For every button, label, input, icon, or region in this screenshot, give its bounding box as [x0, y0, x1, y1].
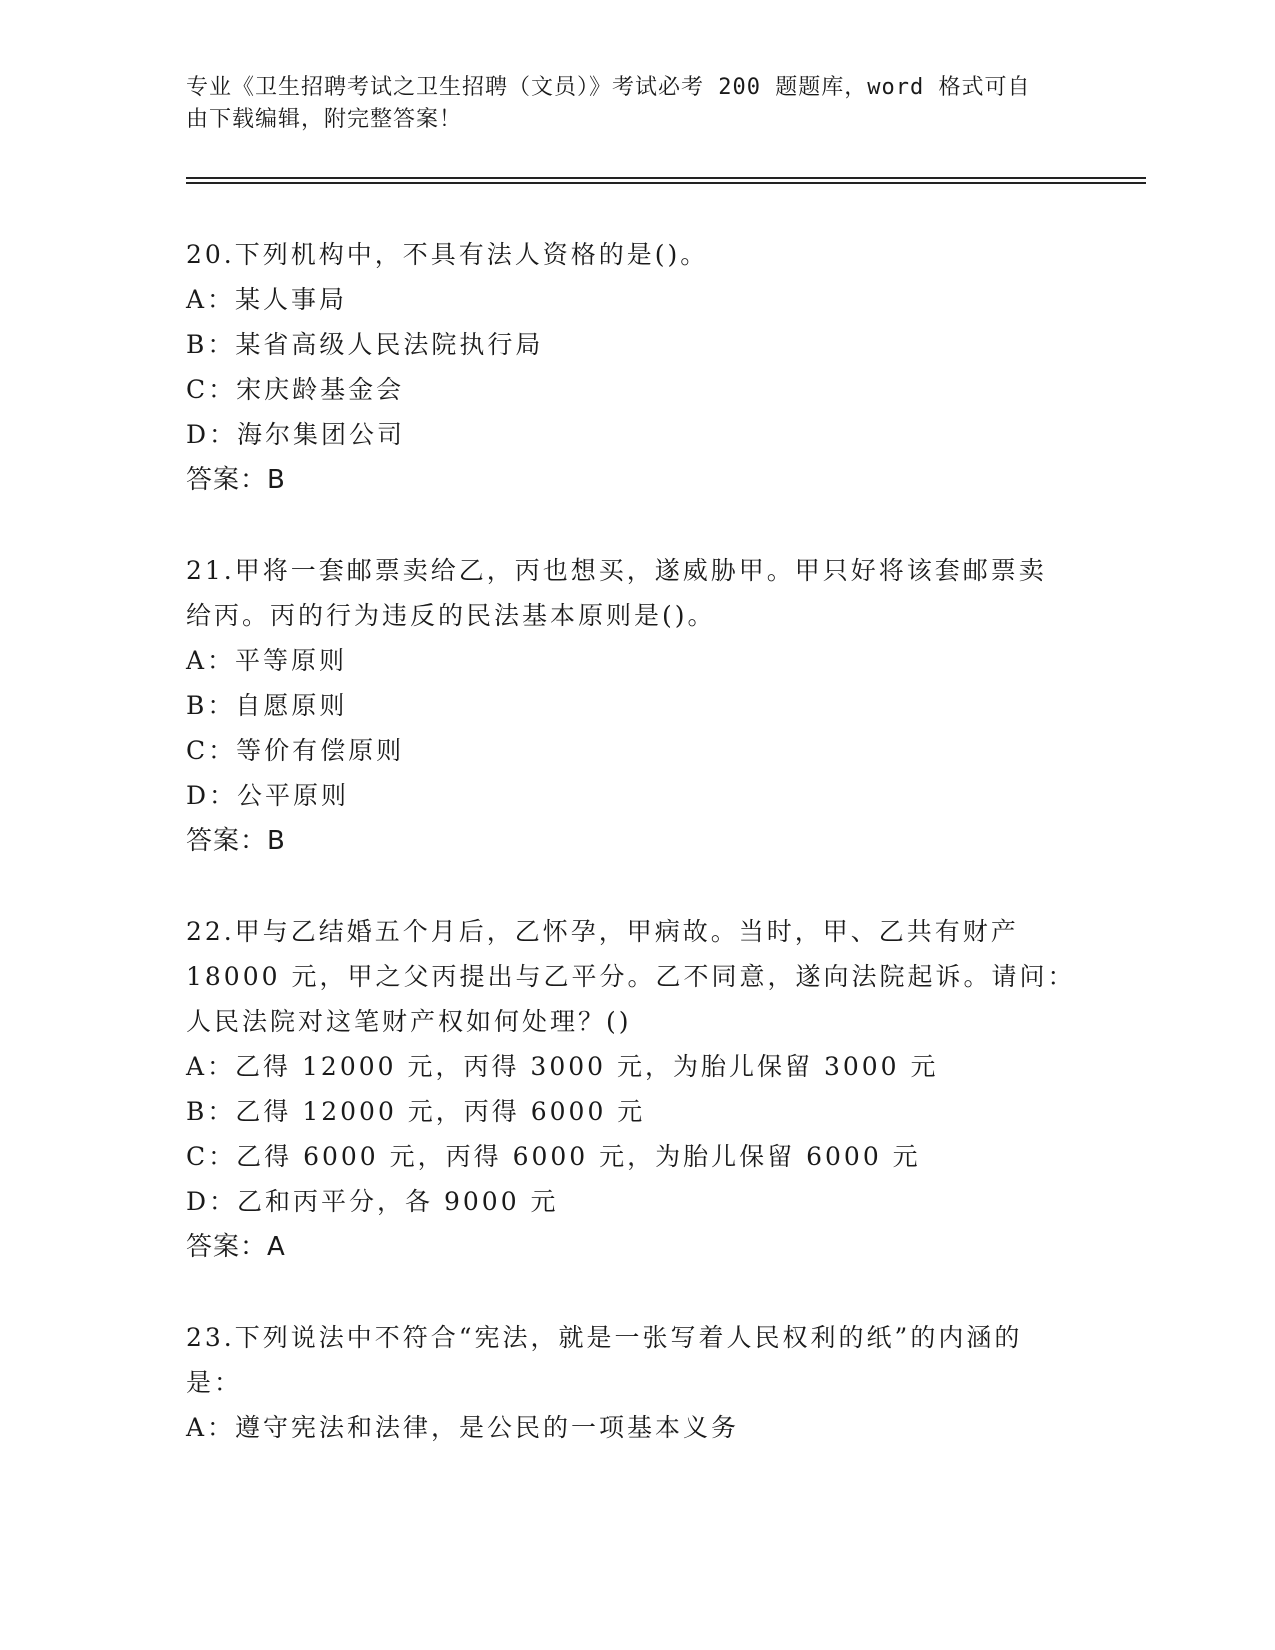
question-text: 人民法院对这笔财产权如何处理？() [186, 1007, 632, 1036]
question-21 [186, 548, 1086, 864]
option-d: D：海尔集团公司 [186, 420, 406, 449]
question-text: 是： [186, 1368, 243, 1397]
option-b: B：自愿原则 [186, 691, 348, 720]
option-a: A：遵守宪法和法律，是公民的一项基本义务 [186, 1413, 740, 1442]
option-b: B：某省高级人民法院执行局 [186, 330, 544, 359]
answer: 答案：A [186, 1232, 286, 1262]
header-divider-bottom [186, 182, 1146, 184]
question-list [186, 232, 1086, 1495]
answer: 答案：B [186, 465, 286, 495]
header-line-2: 由下载编辑，附完整答案！ [186, 107, 463, 132]
question-text: 22.甲与乙结婚五个月后，乙怀孕，甲病故。当时，甲、乙共有财产 [186, 917, 1019, 946]
option-d: D：公平原则 [186, 781, 350, 810]
question-22 [186, 909, 1086, 1270]
question-text: 23.下列说法中不符合“宪法，就是一张写着人民权利的纸”的内涵的 [186, 1323, 1023, 1352]
header-divider-top [186, 177, 1146, 179]
option-c: C：乙得 6000 元，丙得 6000 元，为胎儿保留 6000 元 [186, 1142, 921, 1171]
answer: 答案：B [186, 826, 286, 856]
question-text: 给丙。丙的行为违反的民法基本原则是()。 [186, 601, 716, 630]
question-23 [186, 1315, 1086, 1450]
question-text: 21.甲将一套邮票卖给乙，丙也想买，遂威胁甲。甲只好将该套邮票卖 [186, 556, 1047, 585]
question-text: 20.下列机构中，不具有法人资格的是()。 [186, 240, 709, 269]
option-d: D：乙和丙平分，各 9000 元 [186, 1187, 559, 1216]
option-c: C：宋庆龄基金会 [186, 375, 405, 404]
option-b: B：乙得 12000 元，丙得 6000 元 [186, 1097, 646, 1126]
header-line-1: 专业《卫生招聘考试之卫生招聘（文员）》考试必考 200 题题库，word 格式可自 [186, 75, 1031, 100]
question-20 [186, 232, 1086, 503]
document-header [186, 72, 1066, 136]
option-a: A：平等原则 [186, 646, 348, 675]
question-text: 18000 元，甲之父丙提出与乙平分。乙不同意，遂向法院起诉。请问： [186, 962, 1076, 991]
option-c: C：等价有偿原则 [186, 736, 405, 765]
option-a: A：乙得 12000 元，丙得 3000 元，为胎儿保留 3000 元 [186, 1052, 939, 1081]
option-a: A：某人事局 [186, 285, 348, 314]
